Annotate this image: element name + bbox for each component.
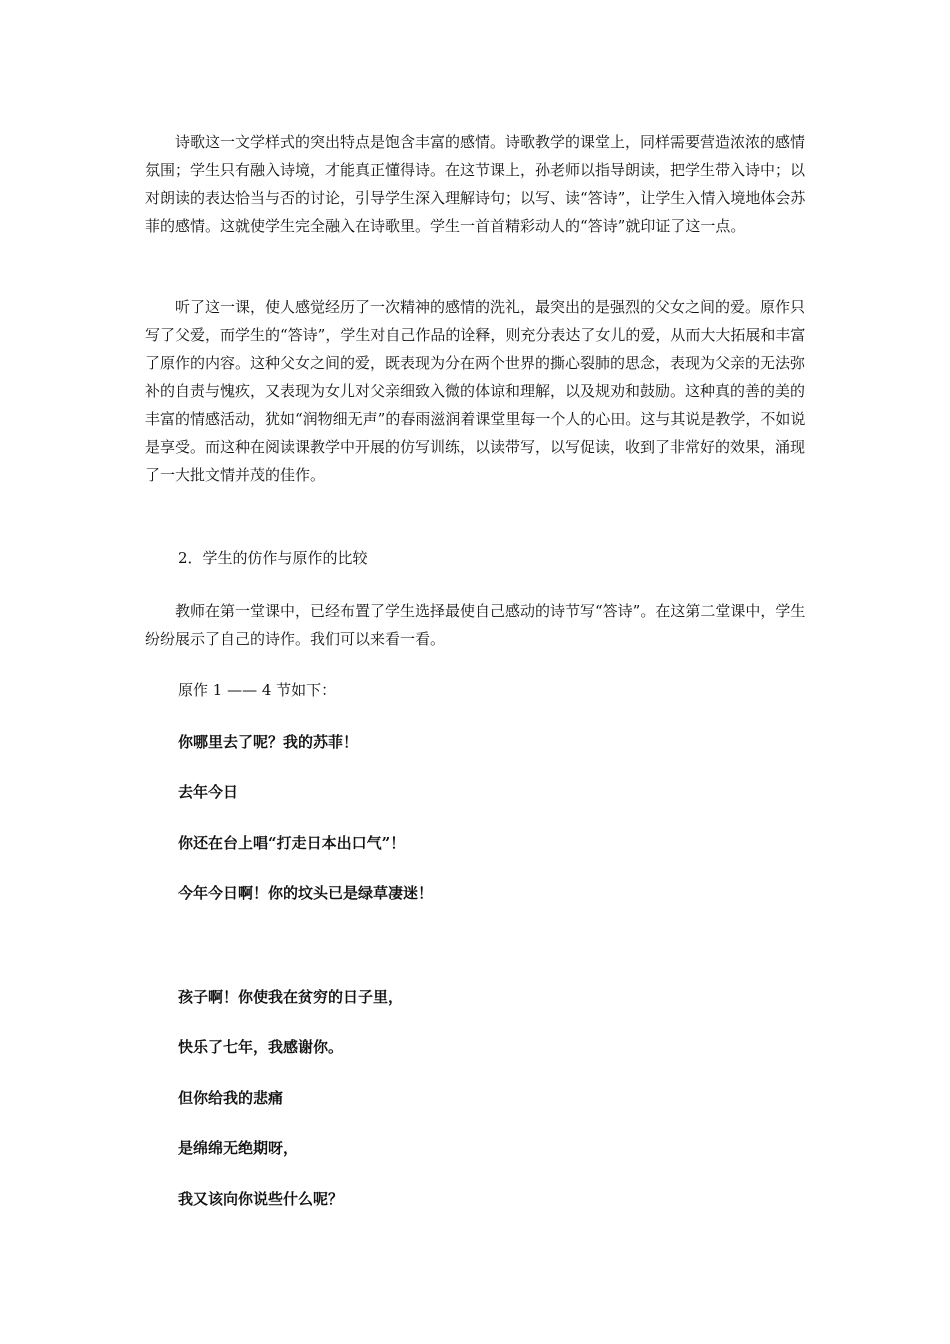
poem-line: 但你给我的悲痛 — [178, 1089, 284, 1107]
paragraph-poetry-emotion: 诗歌这一文学样式的突出特点是饱含丰富的感情。诗歌教学的课堂上，同样需要营造浓浓的感情氛围；学生只有融入诗境，才能真正懂得诗。在这节课上，孙老师以指导朗读，把学生带入诗中；以对朗读的表达恰当与否的讨论，引导学生深入理解诗句；以写、读“答诗”，让学生入情入境地体会苏菲的感情。这就使学生完全融入在诗歌里。学生一首首精彩动人的“答诗”就印证了这一点。 — [145, 133, 806, 235]
section-heading: 2．学生的仿作与原作的比较 — [178, 549, 368, 567]
poem-line: 你还在台上唱“打走日本出口气”！ — [178, 834, 406, 852]
paragraph-lesson-reflection: 听了这一课，使人感觉经历了一次精神的感情的洗礼，最突出的是强烈的父女之间的爱。原作只写了父爱，而学生的“答诗”，学生对自己作品的诠释，则充分表达了女儿的爱，从而大大拓展和丰富了原作的内容。这种父女之间的爱，既表现为分在两个世界的撕心裂肺的思念，表现为父亲的无法弥补的自责与愧疚，又表现为女儿对父亲细致入微的体谅和理解，以及规劝和鼓励。这种真的善的美的丰富的情感活动，犹如“润物细无声”的春雨滋润着课堂里每一个人的心田。这与其说是教学，不如说是享受。而这种在阅读课教学中开展的仿写训练，以读带写，以写促读，收到了非常好的效果，涌现了一大批文情并茂的佳作。 — [145, 298, 806, 484]
poem-line: 你哪里去了呢？我的苏菲！ — [178, 733, 359, 751]
poem-line: 快乐了七年，我感谢你。 — [178, 1038, 344, 1056]
poem-line: 我又该向你说些什么呢？ — [178, 1190, 344, 1208]
poem-line: 是绵绵无绝期呀， — [178, 1139, 299, 1157]
poem-intro-line: 原作 1 —— 4 节如下： — [178, 681, 337, 699]
paragraph-assignment: 教师在第一堂课中，已经布置了学生选择最使自己感动的诗节写“答诗”。在这第二堂课中，学生纷纷展示了自己的诗作。我们可以来看一看。 — [145, 602, 806, 648]
poem-line: 去年今日 — [178, 783, 239, 801]
poem-line: 今年今日啊！你的坟头已是绿草凄迷！ — [178, 884, 434, 902]
poem-line: 孩子啊！你使我在贫穷的日子里， — [178, 988, 404, 1006]
